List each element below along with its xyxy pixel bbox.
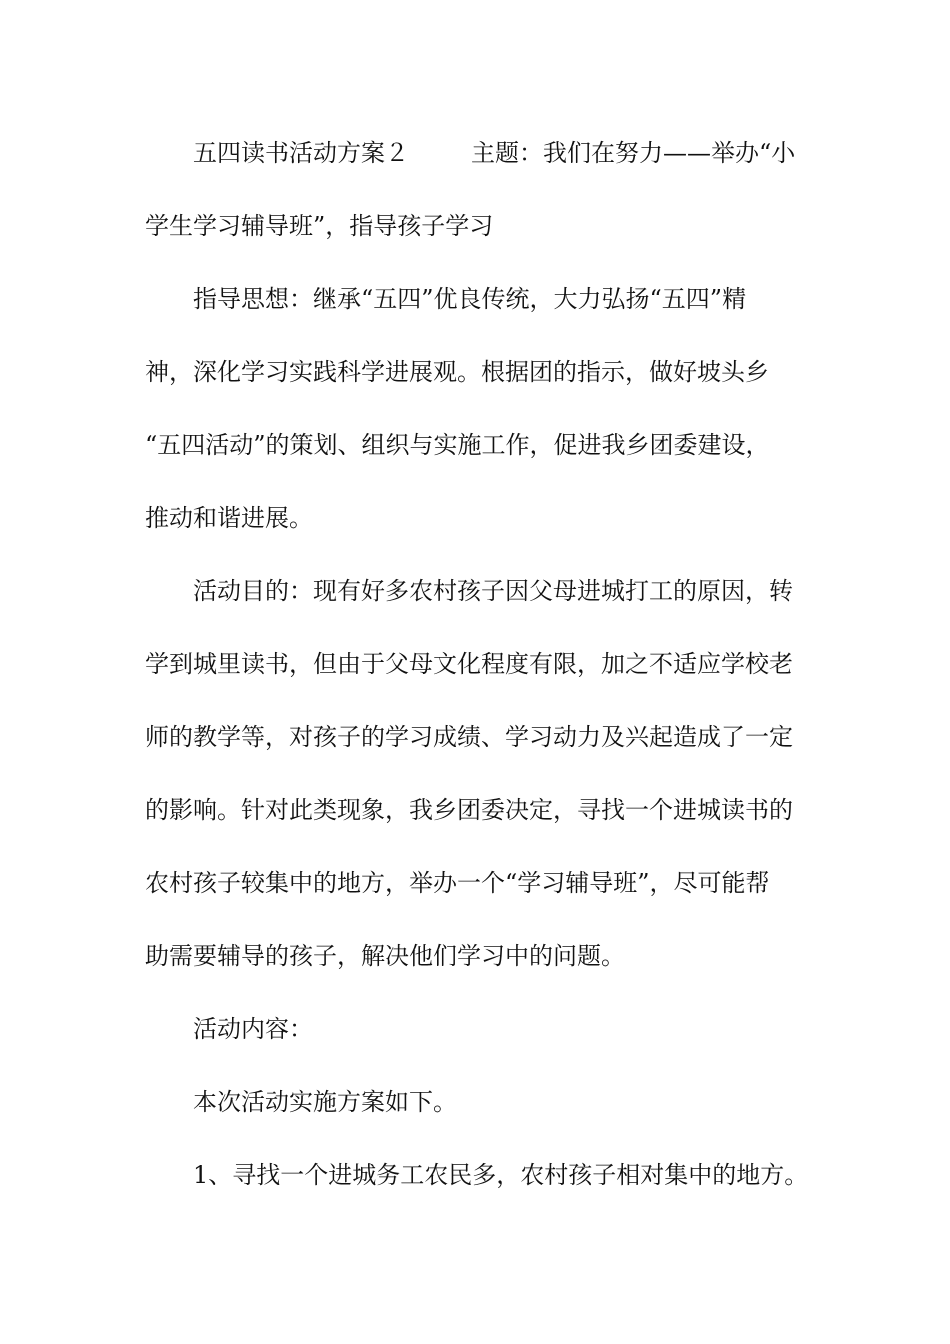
guide-line-2: 神，深化学习实践科学进展观。根据团的指示，做好坡头乡 [145,358,769,386]
theme-text: 主题：我们在努力——举办“小 [471,139,796,167]
document-heading: 五四读书活动方案２ [193,139,409,167]
step-1: 1、寻找一个进城务工农民多，农村孩子相对集中的地方。 [193,1161,809,1189]
plan-intro: 本次活动实施方案如下。 [193,1088,457,1116]
document-page [145,134,810,1194]
purpose-line-6: 助需要辅导的孩子，解决他们学习中的问题。 [145,942,625,970]
content-label: 活动内容： [193,1015,313,1043]
purpose-line-4: 的影响。针对此类现象，我乡团委决定，寻找一个进城读书的 [145,796,793,824]
purpose-line-2: 学到城里读书，但由于父母文化程度有限，加之不适应学校老 [145,650,793,678]
theme-line-2: 学生学习辅导班”，指导孩子学习 [145,212,494,240]
guide-line-1: 指导思想：继承“五四”优良传统，大力弘扬“五四”精 [193,285,747,313]
purpose-line-5: 农村孩子较集中的地方，举办一个“学习辅导班”，尽可能帮 [145,869,770,897]
guide-line-4: 推动和谐进展。 [145,504,313,532]
guide-line-3: “五四活动”的策划、组织与实施工作，促进我乡团委建设， [145,431,770,459]
title-line [145,134,810,172]
purpose-line-1: 活动目的：现有好多农村孩子因父母进城打工的原因，转 [193,577,793,605]
purpose-line-3: 师的教学等，对孩子的学习成绩、学习动力及兴起造成了一定 [145,723,793,751]
